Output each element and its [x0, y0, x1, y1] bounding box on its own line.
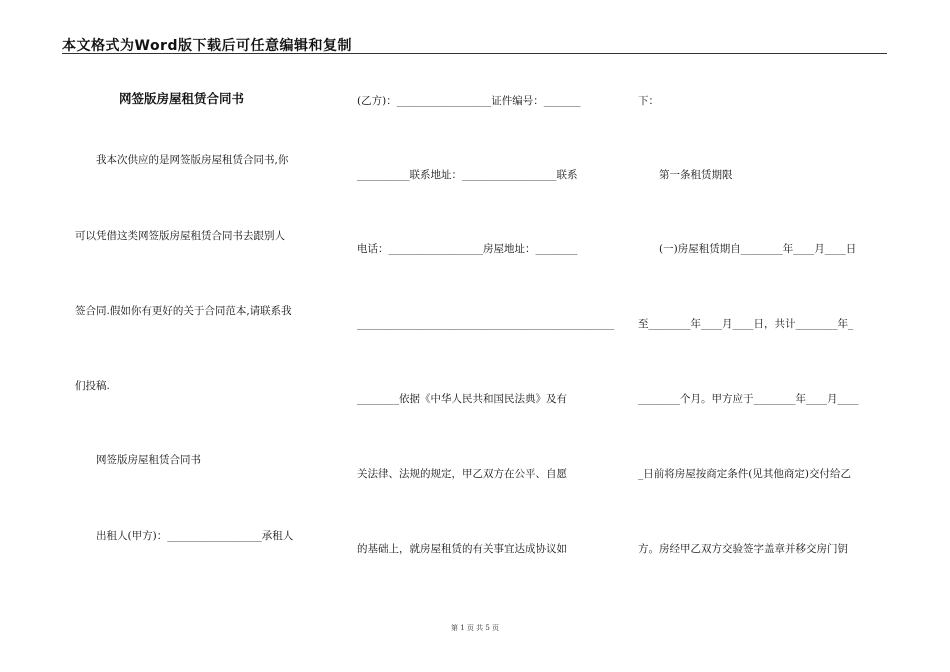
paragraph-line: 可以凭借这类网签版房屋租赁合同书去跟别人 [75, 230, 285, 242]
contract-title: 网签版房屋租赁合同书 [119, 91, 245, 106]
paragraph-line: 签合同.假如你有更好的关于合同范本,请联系我 [75, 305, 292, 317]
paragraph-line: ________依据《中华人民共和国民法典》及有 [357, 393, 567, 405]
paragraph-line: 网签版房屋租赁合同书 [75, 454, 201, 466]
document-header-title: 本文格式为Word版下载后可任意编辑和复制 [62, 38, 352, 54]
paragraph-line: _日前将房屋按商定条件(见其他商定)交付给乙 [638, 468, 851, 480]
paragraph-line: 关法律、法规的规定，甲乙双方在公平、自愿 [357, 468, 567, 480]
text-column-1 [75, 90, 325, 610]
paragraph-line: 至________年____月____日，共计________年_ [638, 318, 854, 330]
text-column-3 [638, 90, 888, 610]
text-column-2 [357, 90, 615, 610]
section-heading: 第一条租赁期限 [638, 169, 733, 181]
header-divider [62, 53, 887, 54]
paragraph-line: 出租人(甲方)：__________________承租人 [75, 530, 294, 542]
paragraph-line: (一)房屋租赁期自________年____月____日 [638, 243, 857, 255]
paragraph-line: 电话：__________________房屋地址：________ [357, 243, 578, 255]
paragraph-line: 下： [638, 95, 659, 107]
paragraph-line: __________联系地址：__________________联系 [357, 169, 578, 181]
paragraph-line: ________个月。甲方应于________年____月____ [638, 393, 859, 405]
paragraph-line: _________________________________________________ [357, 318, 615, 330]
paragraph-line: 我本次供应的是网签版房屋租赁合同书,你 [75, 154, 289, 166]
paragraph-line: 的基础上，就房屋租赁的有关事宜达成协议如 [357, 543, 567, 555]
paragraph-line: 们投稿. [75, 380, 110, 392]
page-number: 第 1 页 共 5 页 [450, 624, 500, 632]
paragraph-line: (乙方)：__________________证件编号：_______ [357, 95, 581, 107]
paragraph-line: 方。房经甲乙双方交验签字盖章并移交房门钥 [638, 543, 848, 555]
